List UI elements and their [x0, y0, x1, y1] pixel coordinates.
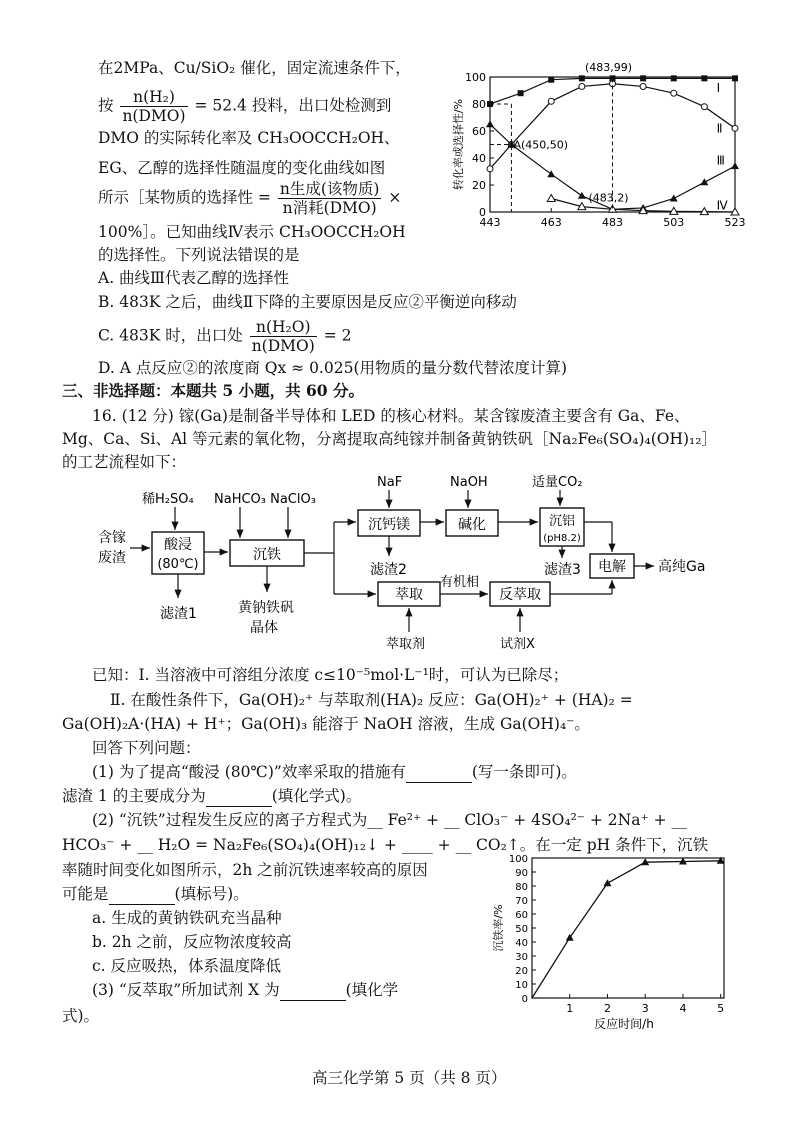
selectivity-fraction — [278, 180, 382, 217]
chart2-ytick-label: 30 — [515, 952, 528, 963]
chart2-ytick-label: 60 — [515, 910, 528, 921]
chart1-data-point — [486, 120, 494, 127]
residue-3: 滤渣3 — [544, 562, 581, 578]
chart2-ylabel: 沉铁率/% — [492, 904, 505, 952]
chart1-data-point — [670, 195, 678, 202]
chart2-ytick-label: 90 — [515, 868, 528, 879]
jarosite-line2: 晶体 — [250, 620, 278, 636]
known-1: 已知：Ⅰ. 当溶液中可溶组分浓度 c≤10⁻⁵mol·L⁻¹时，可认为已除尽； — [92, 666, 569, 684]
reagent-dilute-h2so4: 稀H₂SO₄ — [142, 492, 194, 507]
part1-a-end: (写一条即可)。 — [471, 763, 577, 781]
chart1-data-point — [700, 178, 708, 185]
chart2-frame — [532, 858, 724, 998]
chart1-annotation-483-99: (483,99) — [584, 61, 633, 74]
known-2: Ⅱ. 在酸性条件下，Ga(OH)₂⁺ 与萃取剂(HA)₂ 反应：Ga(OH)₂⁺ + (HA)₂ = — [110, 691, 633, 709]
chart2-ytick-label: 0 — [521, 994, 528, 1005]
chart1-data-point — [579, 75, 585, 81]
chart2-ytick-label: 50 — [515, 924, 528, 935]
chart2-ytick-label: 10 — [515, 980, 528, 991]
h2o-dmo-ratio — [250, 318, 317, 355]
chart1-ytick-label: 80 — [472, 98, 486, 111]
part2-d — [62, 884, 249, 905]
chart2-ytick-label: 80 — [515, 882, 528, 893]
reagent-naf: NaF — [377, 475, 403, 490]
chart1-data-point — [671, 90, 677, 96]
chart1-data-point — [518, 90, 524, 96]
part2-b: HCO₃⁻ + __ H₂O = Na₂Fe₆(SO₄)₄(OH)₁₂↓ + ____ + __ CO₂↑。在一定 pH 条件下，沉铁 — [62, 836, 709, 854]
selectivity-denominator: n消耗(DMO) — [282, 199, 377, 217]
chart1-data-point — [701, 75, 707, 81]
q15-line2-post: = 52.4 投料，出口处检测到 — [194, 96, 392, 115]
raw-material-line2: 废渣 — [98, 550, 126, 566]
option-c-post: = 2 — [323, 326, 352, 345]
option-c-pre: C. 483K 时，出口处 — [98, 326, 243, 345]
chart1-ytick-label: 40 — [472, 152, 486, 165]
iron-precipitation-chart — [490, 848, 730, 1030]
choice-b: b. 2h 之前，反应物浓度较高 — [92, 933, 292, 951]
choice-a: a. 生成的黄钠铁矾充当晶种 — [92, 909, 282, 927]
option-c-numerator: n(H₂O) — [250, 318, 317, 337]
q15-line2 — [98, 88, 391, 125]
ratio-denominator: n(DMO) — [122, 107, 186, 125]
part3-end: (填化学 — [345, 981, 399, 999]
answer-blank-3[interactable] — [109, 884, 175, 905]
q16-intro-2: Mg、Ca、Si、Al 等元素的氧化物，分离提取高纯镓并制备黄钠铁矾［Na₂Fe₆(SO₄)₄(OH)₁₂］ — [62, 430, 717, 448]
chart1-data-point — [731, 162, 739, 169]
raw-material-line1: 含镓 — [98, 530, 126, 546]
chart1-data-point — [579, 83, 585, 89]
option-b: B. 483K 之后，曲线Ⅱ下降的主要原因是反应②平衡逆向移动 — [98, 293, 517, 311]
known-3: Ga(OH)₂A·(HA) + H⁺；Ga(OH)₃ 能溶于 NaOH 溶液，生成 Ga(OH)₄⁻。 — [62, 715, 590, 733]
part3-b: 式)。 — [62, 1007, 100, 1025]
box-acid-leach-label2: (80℃) — [157, 557, 199, 572]
chart1-curve-label: Ⅲ — [716, 153, 725, 168]
box-electrolysis-label: 电解 — [598, 559, 626, 575]
reagent-nahco3-naclo3: NaHCO₃ NaClO₃ — [214, 492, 316, 507]
part2-d-text: 可能是 — [62, 885, 109, 903]
chart1-xtick-label: 483 — [602, 216, 623, 227]
residue-1: 滤渣1 — [160, 606, 197, 622]
residue-2: 滤渣2 — [370, 562, 407, 578]
h2-dmo-ratio — [120, 88, 187, 125]
ratio-numerator: n(H₂) — [120, 88, 187, 107]
q15-line7: 的选择性。下列说法错误的是 — [98, 246, 300, 264]
option-d: D. A 点反应②的浓度商 Qx ≈ 0.025(用物质的量分数代替浓度计算) — [98, 359, 568, 377]
extractant: 萃取剂 — [386, 637, 426, 652]
chart1-curve-label: Ⅱ — [716, 121, 723, 136]
reagent-x: 试剂X — [500, 637, 535, 652]
product-ga: 高纯Ga — [658, 559, 706, 575]
chart1-annotation-483-2: (483,2) — [588, 191, 629, 205]
reagent-co2: 适量CO₂ — [532, 475, 583, 490]
chart1-curve-label: Ⅰ — [716, 80, 721, 95]
q16-intro-3: 的工艺流程如下： — [62, 453, 187, 471]
part2-c: 率随时间变化如图所示，2h 之前沉铁速率较高的原因 — [62, 861, 428, 879]
box-extraction-label: 萃取 — [395, 587, 423, 603]
part1-a-text: (1) 为了提高“酸浸 (80℃)”效率采取的措施有 — [92, 763, 406, 781]
selectivity-chart — [450, 52, 750, 227]
page-footer: 高三化学第 5 页（共 8 页） — [312, 1069, 507, 1087]
choice-c: c. 反应吸热，体系温度降低 — [92, 957, 282, 975]
chart2-ytick-label: 100 — [508, 854, 528, 865]
chart1-data-point — [701, 104, 707, 110]
chart1-xtick-label: 443 — [479, 216, 501, 227]
chart2-xtick-label: 1 — [566, 1002, 574, 1015]
chart1-data-point — [732, 125, 738, 131]
q15-line5-post: × — [388, 188, 402, 207]
answer-blank-1[interactable] — [406, 762, 472, 783]
chart2-xtick-label: 4 — [679, 1002, 687, 1015]
box-al-label2: (pH8.2) — [543, 533, 581, 544]
chart2-ytick-label: 40 — [515, 938, 528, 949]
part3-text: (3) “反萃取”所加试剂 X 为 — [92, 981, 280, 999]
q15-line1: 在2MPa、Cu/SiO₂ 催化，固定流速条件下， — [98, 59, 411, 77]
option-a: A. 曲线Ⅲ代表乙醇的选择性 — [98, 269, 289, 287]
process-flowchart — [0, 470, 800, 660]
organic-phase: 有机相 — [440, 575, 480, 590]
chart1-data-point — [548, 77, 554, 83]
part1-b-text: 滤渣 1 的主要成分为 — [62, 787, 206, 805]
answer-blank-2[interactable] — [206, 786, 272, 807]
chart1-ylabel: 转化率或选择性/% — [452, 98, 465, 191]
chart1-ytick-label: 60 — [472, 125, 486, 138]
reagent-naoh: NaOH — [450, 475, 488, 490]
chart1-data-point — [671, 75, 677, 81]
chart2-data-point — [603, 879, 611, 886]
section-heading: 三、非选择题：本题共 5 小题，共 60 分。 — [62, 381, 364, 400]
chart1-data-point — [578, 192, 586, 199]
box-alkalization-label: 碱化 — [458, 517, 486, 533]
chart1-ytick-label: 20 — [472, 179, 486, 192]
q15-line6: 100%］。已知曲线Ⅳ表示 CH₃OOCCH₂OH — [98, 223, 406, 241]
q16-intro-1: 16. (12 分) 镓(Ga)是制备半导体和 LED 的核心材料。某含镓废渣主要含有 Ga、Fe、 — [92, 407, 690, 425]
chart2-xtick-label: 5 — [717, 1002, 725, 1015]
q15-line3: DMO 的实际转化率及 CH₃OOCCH₂OH、 — [98, 129, 400, 147]
chart1-ytick-label: 0 — [479, 206, 486, 219]
selectivity-numerator: n生成(该物质) — [279, 180, 380, 198]
box-acid-leach-label1: 酸浸 — [164, 537, 192, 553]
part3 — [92, 980, 398, 1001]
chart2-series-line — [532, 861, 721, 998]
chart2-ytick-label: 20 — [515, 966, 528, 977]
chart1-curve-label: Ⅳ — [716, 198, 728, 213]
chart1-data-point — [732, 75, 738, 81]
chart1-data-point — [548, 98, 554, 104]
box-back-extraction-label: 反萃取 — [499, 587, 541, 603]
part1-b — [62, 786, 361, 807]
q15-line4: EG、乙醇的选择性随温度的变化曲线如图 — [98, 159, 386, 177]
chart1-ytick-label: 100 — [465, 71, 486, 84]
chart1-annotation-point-a: A(450,50) — [513, 138, 569, 152]
q15-line2-pre: 按 — [98, 96, 114, 115]
chart1-data-point — [547, 195, 555, 202]
chart2-xtick-label: 3 — [641, 1002, 649, 1015]
box-al-label1: 沉铝 — [548, 514, 576, 529]
part1-a — [92, 762, 577, 783]
answer-blank-4[interactable] — [280, 980, 346, 1001]
chart1-data-point — [487, 166, 493, 172]
chart2-xlabel: 反应时间/h — [594, 1017, 654, 1030]
q15-line5-pre: 所示［某物质的选择性 = — [98, 188, 271, 207]
box-iron-precipitation-label: 沉铁 — [253, 547, 281, 563]
q15-line5 — [98, 180, 401, 217]
chart1-data-point — [640, 83, 646, 89]
chart1-xtick-label: 463 — [540, 216, 562, 227]
box-ca-mg-label: 沉钙镁 — [368, 517, 410, 533]
part2-d-end: (填标号)。 — [174, 885, 249, 903]
chart1-xtick-label: 523 — [724, 216, 746, 227]
jarosite-line1: 黄钠铁矾 — [238, 600, 294, 616]
answer-prompt: 回答下列问题： — [92, 739, 201, 757]
option-c-denominator: n(DMO) — [251, 337, 315, 355]
part2-a: (2) “沉铁”过程发生反应的离子方程式为__ Fe²⁺ + __ ClO₃⁻ + 4SO₄²⁻ + 2Na⁺ + __ — [92, 811, 687, 829]
chart2-xtick-label: 2 — [603, 1002, 611, 1015]
option-c — [98, 318, 352, 355]
chart1-data-point — [640, 75, 646, 81]
chart1-data-point — [547, 170, 555, 177]
chart2-ytick-label: 70 — [515, 896, 528, 907]
part1-b-end: (填化学式)。 — [271, 787, 362, 805]
chart1-xtick-label: 503 — [663, 216, 685, 227]
